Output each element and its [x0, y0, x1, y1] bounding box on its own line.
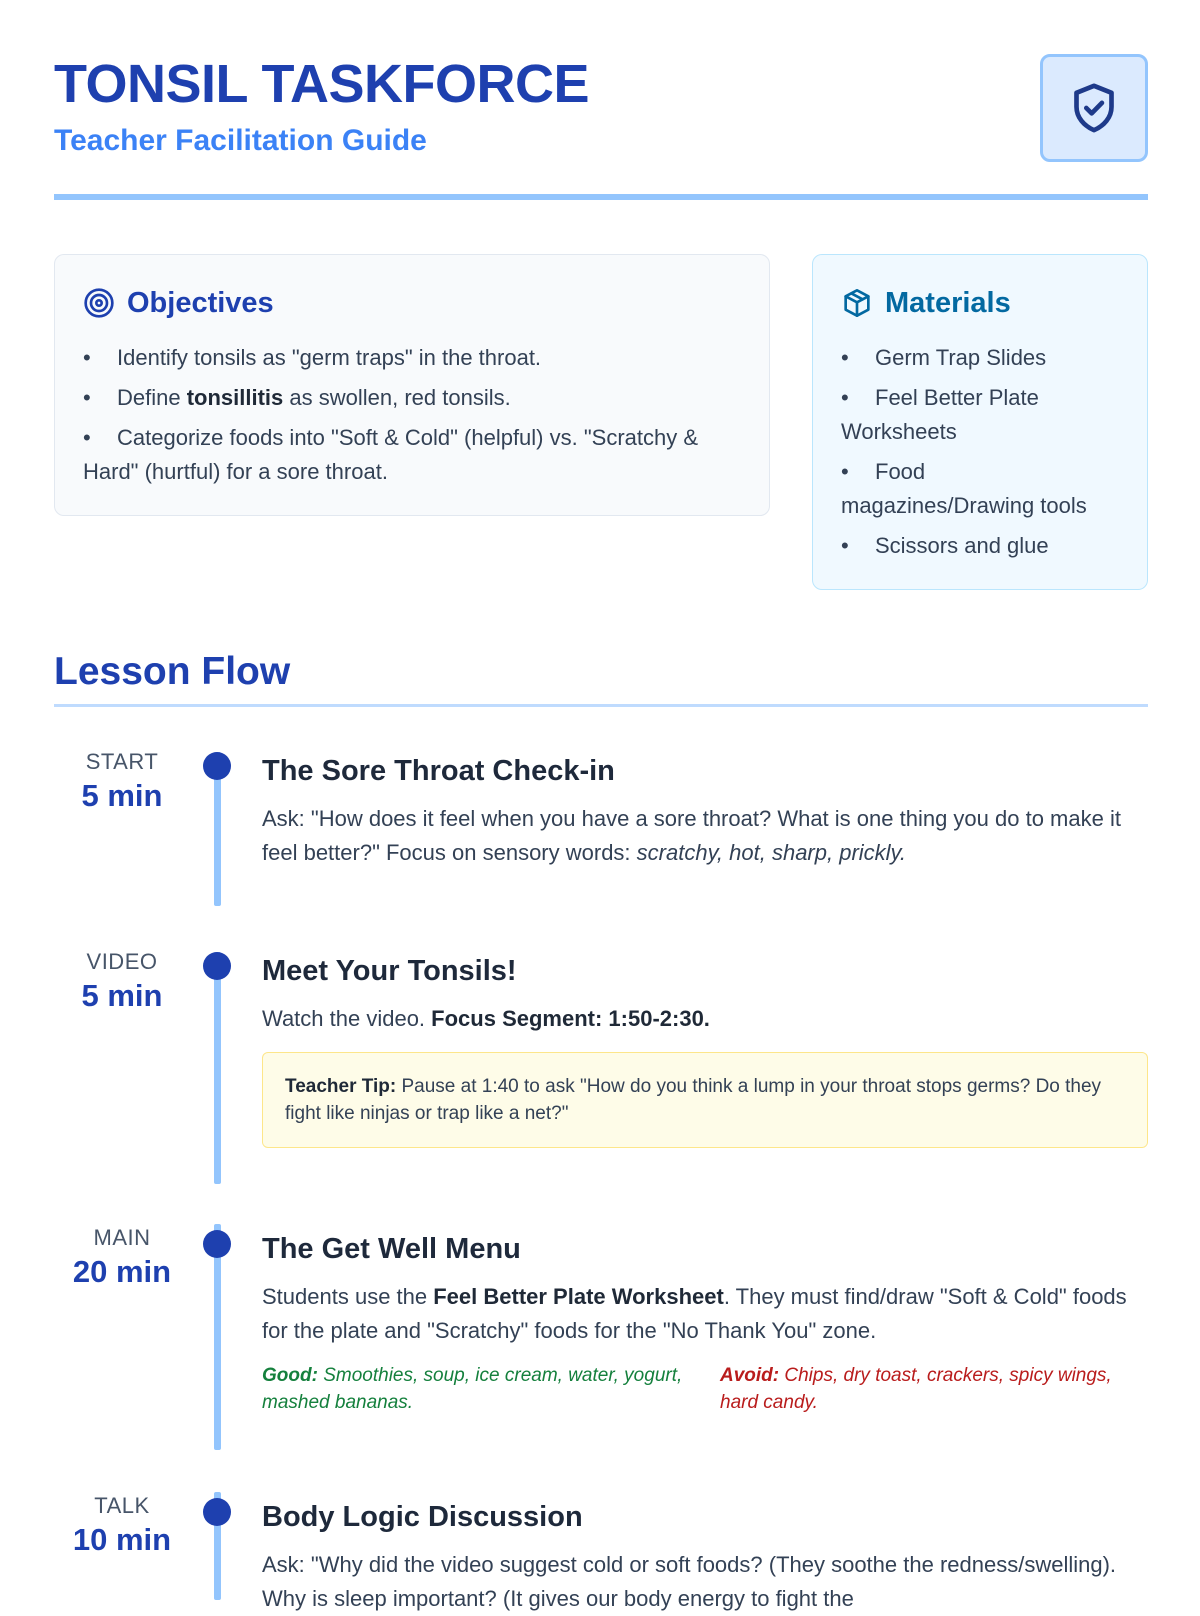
- lesson-flow-title: Lesson Flow: [54, 650, 291, 693]
- avoid-text: Chips, dry toast, crackers, spicy wings, hard candy.: [720, 1365, 1112, 1413]
- materials-card: [812, 254, 1148, 590]
- good-label: Good:: [262, 1365, 318, 1386]
- avoid-foods: [720, 1362, 1148, 1416]
- step-description: [262, 1548, 1148, 1616]
- step-title: Body Logic Discussion: [262, 1501, 583, 1533]
- material-text: Scissors and glue: [875, 533, 1049, 558]
- timeline-dot: [203, 1498, 231, 1526]
- lesson-step: [262, 752, 1148, 870]
- bullet-icon: •: [841, 385, 849, 410]
- phase-label: MAIN: [93, 1225, 151, 1250]
- lesson-step: [262, 1498, 1148, 1616]
- material-text: Feel Better Plate Worksheets: [841, 385, 1039, 444]
- step-description: [262, 802, 1148, 870]
- materials-list: [841, 341, 1123, 569]
- phase-marker: [42, 948, 202, 1016]
- page-subtitle: Teacher Facilitation Guide: [54, 124, 427, 157]
- page-title: TONSIL TASKFORCE: [54, 54, 590, 114]
- objective-text: Categorize foods into "Soft & Cold" (helpful) vs. "Scratchy & Hard" (hurtful) for a sore throat.: [83, 425, 699, 484]
- step-title: Meet Your Tonsils!: [262, 955, 517, 987]
- materials-title: Materials: [885, 287, 1011, 319]
- tip-label: Teacher Tip:: [285, 1076, 397, 1097]
- timeline-dot: [203, 1230, 231, 1258]
- lesson-step: [262, 1230, 1148, 1416]
- package-icon: [841, 287, 873, 319]
- step-emphasis: scratchy, hot, sharp, prickly.: [636, 840, 907, 865]
- objective-item: [83, 421, 745, 489]
- avoid-label: Avoid:: [720, 1365, 780, 1386]
- phase-label: START: [85, 749, 159, 774]
- material-item: [841, 529, 1123, 563]
- material-text: Germ Trap Slides: [875, 345, 1047, 370]
- step-title: The Sore Throat Check-in: [262, 755, 615, 787]
- bullet-icon: •: [841, 345, 849, 370]
- step-title: The Get Well Menu: [262, 1233, 521, 1265]
- logo-badge: [1040, 54, 1148, 162]
- step-description: [262, 1002, 1148, 1036]
- bullet-icon: •: [841, 459, 849, 484]
- header-divider: [54, 194, 1148, 200]
- objectives-card: [54, 254, 770, 516]
- material-item: [841, 455, 1123, 523]
- step-text: Ask: "Why did the video suggest cold or soft foods? (They soothe the redness/swelling). Why is sleep important? (It gives our body energy to fight the: [262, 1552, 1117, 1611]
- phase-label: TALK: [94, 1493, 150, 1518]
- bullet-icon: •: [83, 345, 91, 370]
- materials-header: [841, 285, 1011, 321]
- tip-text: Pause at 1:40 to ask "How do you think a lump in your throat stops germs? Do they fight like ninjas or trap like a net?": [285, 1076, 1102, 1124]
- objectives-title: Objectives: [127, 287, 274, 319]
- objective-text: Define: [117, 385, 187, 410]
- shield-check-icon: [1066, 80, 1122, 136]
- phase-label: VIDEO: [86, 949, 158, 974]
- objectives-header: [83, 285, 274, 321]
- material-text: Food magazines/Drawing tools: [841, 459, 1087, 518]
- good-text: Smoothies, soup, ice cream, water, yogurt, mashed bananas.: [262, 1365, 683, 1413]
- phase-duration: 5 min: [81, 778, 163, 813]
- bullet-icon: •: [841, 533, 849, 558]
- phase-marker: [42, 1492, 202, 1560]
- objective-text: as swollen, red tonsils.: [283, 385, 511, 410]
- objective-text: Identify tonsils as "germ traps" in the throat.: [117, 345, 542, 370]
- phase-duration: 10 min: [72, 1522, 172, 1557]
- step-text: Watch the video.: [262, 1006, 432, 1031]
- timeline-line: [214, 952, 221, 1184]
- step-text: Students use the: [262, 1284, 434, 1309]
- focus-segment: Focus Segment: 1:50-2:30.: [431, 1006, 710, 1031]
- phase-duration: 5 min: [81, 978, 163, 1013]
- timeline-dot: [203, 952, 231, 980]
- objective-keyword: tonsillitis: [186, 385, 284, 410]
- lesson-step: [262, 952, 1148, 1148]
- objective-item: [83, 381, 745, 415]
- objectives-list: [83, 341, 745, 495]
- bullet-icon: •: [83, 425, 91, 450]
- teacher-tip: [262, 1052, 1148, 1148]
- step-text: Ask: "How does it feel when you have a sore throat? What is one thing you do to make it feel better?" Focus on sensory words:: [262, 806, 1121, 865]
- target-icon: [83, 287, 115, 319]
- phase-marker: [42, 748, 202, 816]
- material-item: [841, 341, 1123, 375]
- worksheet-name: Feel Better Plate Worksheet: [433, 1284, 724, 1309]
- page-header: [54, 52, 1148, 202]
- step-description: [262, 1280, 1148, 1348]
- good-foods: [262, 1362, 690, 1416]
- phase-duration: 20 min: [72, 1254, 172, 1289]
- timeline-dot: [203, 752, 231, 780]
- phase-marker: [42, 1224, 202, 1292]
- bullet-icon: •: [83, 385, 91, 410]
- material-item: [841, 381, 1123, 449]
- step-text: . They must find/draw "Soft & Cold" foods for the plate and "Scratchy" foods for the "No Thank You" zone.: [262, 1284, 1127, 1343]
- food-examples: [262, 1362, 1148, 1416]
- objective-item: [83, 341, 745, 375]
- lesson-flow-divider: [54, 704, 1148, 707]
